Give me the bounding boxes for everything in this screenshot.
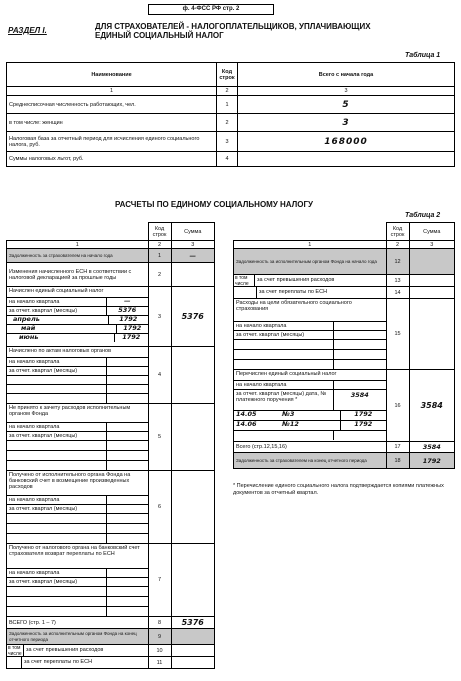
row-sum[interactable] [171, 544, 215, 617]
t1-row-name: Суммы налоговых льгот, руб. [7, 152, 217, 167]
t2l-n1: 1 [7, 241, 149, 249]
row-sum[interactable] [171, 404, 215, 471]
sub-label: за отчет. квартал (месяцы) [7, 505, 107, 513]
payment-number[interactable]: №12 [274, 421, 341, 430]
t1-row-value[interactable]: 5 [238, 96, 455, 114]
t2l-h-sum: Сумма [171, 223, 215, 241]
t1-row-name: в том числе: женщин [7, 114, 217, 132]
sub-label: за отчет. квартал (месяцы) [7, 307, 107, 315]
footnote: * Перечисление единого социального налога подтверждается копиями платежных документов за отчетный квартал. [233, 483, 444, 496]
row-sum[interactable] [171, 471, 215, 544]
t2r-h-code: Код строк [386, 223, 409, 241]
row-text: Изменения начисленного ЕСН в соответствии с налоговой декларацией за прошлые годы [7, 263, 149, 287]
month-label: июнь [7, 334, 115, 342]
t1-row-code: 2 [217, 114, 238, 132]
t1-h-code: Код строк [217, 63, 238, 87]
row-code: 17 [386, 442, 409, 453]
row-code: 6 [148, 471, 171, 544]
t2l-h-code: Код строк [148, 223, 171, 241]
row-code: 7 [148, 544, 171, 617]
month-label: май [7, 325, 117, 333]
row-text: ВСЕГО (стр. 1 – 7) [7, 617, 149, 629]
row-sum[interactable] [171, 263, 215, 287]
row-code: 16 [386, 370, 409, 442]
row-code: 15 [386, 299, 409, 370]
sub-label: за отчет. квартал (месяцы) [234, 331, 334, 339]
month-label: апрель [7, 316, 109, 324]
row-text: Перечислен единый социальный налог [234, 370, 386, 381]
row-text: Получено от исполнительного органа Фонда на банковский счет в возмещение произведенных расходов [7, 471, 148, 496]
t1-n1: 1 [7, 87, 217, 96]
row-code: 11 [148, 657, 171, 669]
t1-row-value[interactable]: 3 [238, 114, 455, 132]
t1-row-code: 3 [217, 132, 238, 152]
row-text: Не принято к зачету расходов исполнительным органом Фонда [7, 404, 148, 423]
row-code: 2 [148, 263, 171, 287]
t1-row-code: 4 [217, 152, 238, 167]
sub-label: на начало квартала [7, 298, 107, 306]
month-value[interactable]: 1792 [122, 333, 141, 341]
row-code: 1 [148, 249, 171, 263]
sub-label: на начало квартала [7, 569, 107, 577]
row-code: 3 [148, 287, 171, 347]
row-sum[interactable] [171, 629, 215, 645]
t2r-n2: 2 [386, 241, 409, 249]
month-value[interactable]: 1792 [119, 315, 138, 323]
payment-date[interactable]: 14.06 [236, 420, 257, 428]
row-code: 9 [148, 629, 171, 645]
row-sum[interactable] [171, 657, 215, 669]
row-sum[interactable]: 1792 [409, 453, 455, 469]
row-text: Задолженность за страхователем на начало года [7, 249, 149, 263]
row-text: Начислено по актам налоговых органов [7, 347, 148, 358]
t2r-n1: 1 [234, 241, 387, 249]
row-code: 4 [148, 347, 171, 404]
row-sum[interactable] [409, 275, 455, 287]
row-code: 12 [386, 249, 409, 275]
sub-label: за отчет. квартал (месяцы) дата, № платежного поручения * [234, 390, 334, 410]
t1-h-name: Наименование [7, 63, 217, 87]
row-text: Задолженность за страхователем на конец отчетного периода [234, 453, 387, 469]
row-sum[interactable]: 5376 [171, 617, 215, 629]
t1-row-name: Налоговая база за отчетный период для исчисления единого социального налога, руб. [7, 132, 217, 152]
row-sum[interactable]: 3584 [409, 442, 455, 453]
row-text: за счет превышения расходов [257, 277, 335, 283]
row-text: Задолженность за исполнительным органом Фонда на начало года [234, 249, 387, 275]
payment-value[interactable]: 1792 [354, 410, 373, 418]
t2r-n3: 3 [409, 241, 455, 249]
row-text: Задолженность за исполнительным органом Фонда на конец отчетного периода [7, 629, 149, 645]
form-code: ф. 4-ФСС РФ стр. 2 [148, 4, 274, 15]
section-title: ДЛЯ СТРАХОВАТЕЛЕЙ - НАЛОГОПЛАТЕЛЬЩИКОВ, УПЛАЧИВАЮЩИХ ЕДИНЫЙ СОЦИАЛЬНЫЙ НАЛОГ [95, 22, 371, 40]
row-text: Расходы на цели обязательного социального страхования [234, 299, 386, 322]
row-sum[interactable]: 3584 [409, 370, 455, 442]
sub-label: за отчет. квартал (месяцы) [7, 432, 107, 440]
row-text: Получено от налогового органа на банковский счет страхователя возврат переплаты по ЕСН [7, 544, 148, 569]
t2r-h-sum: Сумма [409, 223, 455, 241]
sub-value[interactable]: 5376 [118, 306, 137, 314]
sub-label: на начало квартала [7, 423, 107, 431]
sub-label: на начало квартала [234, 381, 334, 389]
t1-h-value: Всего с начала года [238, 63, 455, 87]
t1-row-value[interactable] [238, 152, 455, 167]
row-code: 14 [386, 287, 409, 299]
sub-label: на начало квартала [7, 496, 107, 504]
row-text: за счет переплаты по ЕСН [259, 289, 328, 295]
row-code: 18 [386, 453, 409, 469]
sub-label: на начало квартала [7, 358, 107, 366]
row-text: Всего (стр.12,15,16) [234, 442, 387, 453]
table2-left [6, 222, 215, 669]
side-label: в том числе [7, 645, 24, 656]
t1-row-name: Среднесписочная численность работающих, чел. [7, 96, 217, 114]
month-value[interactable]: 1792 [123, 324, 142, 332]
t1-row-code: 1 [217, 96, 238, 114]
table2-label: Таблица 2 [405, 212, 441, 219]
row-code: 5 [148, 404, 171, 471]
sub-label: за отчет. квартал (месяцы) [7, 578, 107, 586]
t1-row-value[interactable]: 168000 [238, 132, 455, 152]
payment-number[interactable]: №3 [274, 411, 341, 420]
sub-label: за отчет. квартал (месяцы) [7, 367, 107, 375]
row-code: 8 [148, 617, 171, 629]
t1-n2: 2 [217, 87, 238, 96]
payment-value[interactable]: 1792 [354, 420, 373, 428]
table2-right [233, 222, 455, 469]
row-sum[interactable] [171, 645, 215, 657]
row-sum[interactable] [409, 287, 455, 299]
row-code: 13 [386, 275, 409, 287]
table1-label: Таблица 1 [405, 52, 441, 59]
sub-value[interactable]: — [124, 297, 131, 305]
row-sum[interactable] [409, 299, 455, 370]
t2l-n3: 3 [171, 241, 215, 249]
sub-value[interactable]: 3584 [350, 391, 369, 399]
side-label: в том числе [234, 275, 255, 286]
table1 [6, 62, 455, 167]
payment-date[interactable]: 14.05 [236, 410, 257, 418]
row-sum[interactable]: — [171, 249, 215, 263]
row-sum[interactable] [409, 249, 455, 275]
section-label: РАЗДЕЛ I. [8, 26, 47, 35]
t1-n3: 3 [238, 87, 455, 96]
row-sum[interactable] [171, 347, 215, 404]
row-code: 10 [148, 645, 171, 657]
calc-title: РАСЧЕТЫ ПО ЕДИНОМУ СОЦИАЛЬНОМУ НАЛОГУ [115, 200, 314, 209]
row-text: Начислен единый социальный налог [7, 287, 148, 298]
row-sum[interactable]: 5376 [171, 287, 215, 347]
row-text: за счет превышения расходов [26, 647, 104, 653]
t2l-n2: 2 [148, 241, 171, 249]
row-text: за счет переплаты по ЕСН [24, 659, 93, 665]
sub-label: на начало квартала [234, 322, 334, 330]
